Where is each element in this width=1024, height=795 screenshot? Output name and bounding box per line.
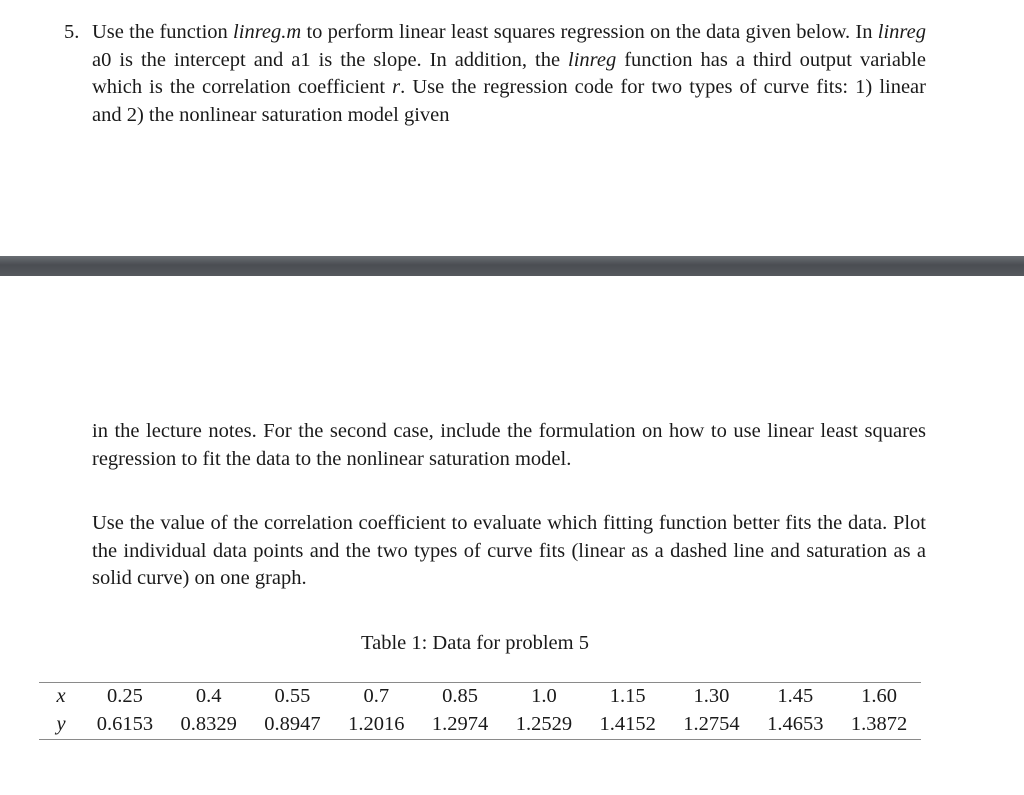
y-label: y [56, 712, 66, 735]
y-cell: 1.4152 [599, 712, 656, 735]
p1-text-2: to perform linear least squares regression on the data given below. In [301, 21, 878, 43]
p1-text-4: function has a third output variable which is the correlation coefficient [92, 48, 926, 98]
problem-paragraph-2: in the lecture notes. For the second case, include the formulation on how to use linear least squares regression to fit the data to the nonlinear saturation model. [92, 420, 926, 470]
p1-text-5: . Use the regression code for two types of curve fits: 1) linear and 2) the nonlinear saturation model given [92, 76, 926, 126]
table-row-x [39, 683, 921, 711]
y-cell: 1.2529 [515, 712, 573, 735]
x-cell: 1.60 [861, 685, 898, 707]
problem-paragraph-3: Use the value of the correlation coefficient to evaluate which fitting function better fits the data. Plot the individual data points and the two types of curve fits (linear as a dashed line and saturation as a solid curve) on one graph. [92, 512, 926, 589]
y-cell: 0.8329 [180, 712, 237, 735]
x-cell: 0.85 [442, 685, 479, 707]
y-cell: 1.2974 [431, 712, 489, 735]
y-cell: 0.6153 [96, 712, 154, 735]
x-label: x [56, 685, 66, 707]
x-cell: 1.30 [693, 685, 730, 707]
data-table [39, 683, 921, 738]
y-cell: 1.2754 [683, 712, 740, 735]
x-cell: 1.15 [609, 685, 646, 707]
x-cell: 0.4 [195, 685, 222, 707]
p1-function-name-2: linreg [877, 21, 926, 43]
y-cell: 0.8947 [264, 712, 321, 735]
p1-text-1: Use the function [92, 21, 234, 43]
p1-function-name: linreg.m [233, 21, 302, 43]
x-cell: 0.55 [274, 685, 311, 707]
table-bottom-rule [39, 739, 921, 740]
p1-variable-r: r [392, 76, 401, 98]
p1-text-3: a0 is the intercept and a1 is the slope. In addition, the [92, 48, 569, 71]
table-caption: Table 1: Data for problem 5 [361, 632, 589, 654]
y-cell: 1.3872 [850, 712, 908, 735]
p1-function-name-3: linreg [568, 48, 617, 71]
x-cell: 1.0 [531, 685, 557, 707]
x-cell: 0.25 [106, 685, 143, 707]
x-cell: 1.45 [777, 685, 814, 707]
y-cell: 1.4653 [767, 712, 824, 735]
problem-number: 5. [64, 21, 80, 43]
table-row-y [39, 711, 921, 739]
x-cell: 0.7 [363, 685, 390, 707]
page-divider-bar [0, 256, 1024, 276]
y-cell: 1.2016 [348, 712, 405, 735]
problem-paragraph-1 [92, 19, 926, 129]
